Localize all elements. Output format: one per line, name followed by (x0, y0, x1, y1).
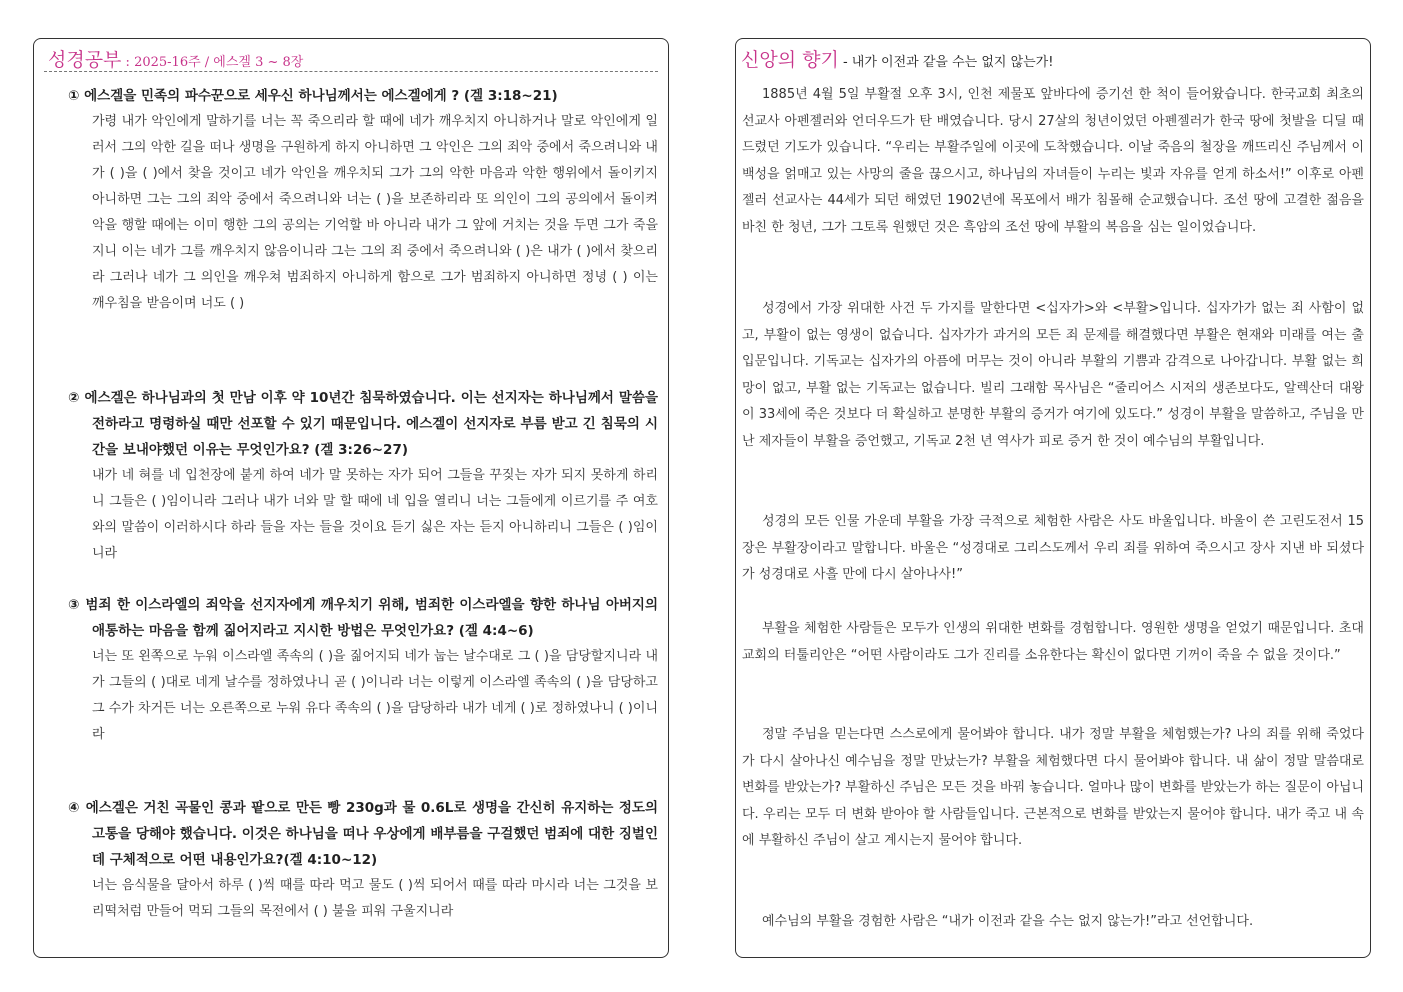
bible-study-subtitle: : 2025-16주 / 에스겔 3 ~ 8장 (121, 55, 304, 70)
question-title: ④ 에스겔은 거친 곡물인 콩과 팥으로 만든 빵 230g과 물 0.6L로 생명을 간신히 유지하는 정도의 고통을 당해야 했습니다. 이것은 하나님을 떠나 우상에게 배부름을 구걸했던 범죄에 대한 징벌인데 구체적으로 어떤 내용인가요?(겔 4:10~12) (68, 800, 658, 868)
header-divider (44, 71, 658, 72)
faith-essay-panel (735, 38, 1371, 958)
question-2 (68, 385, 658, 567)
question-passage: 너는 또 왼쪽으로 누워 이스라엘 족속의 ( )을 짊어지되 네가 눕는 날수대로 그 ( )을 담당할지니라 내가 그들의 ( )대로 네게 날수를 정하였나니 곧 ( )이니라 너는 이렇게 이스라엘 족속의 ( )을 담당하고 그 수가 차거든 너는 오른쪽으로 누워 유다 족속의 ( )을 담당하라 내가 네게 ( )로 정하였나니 ( )이니라 (92, 649, 658, 742)
faith-essay-header (741, 45, 1053, 72)
question-4 (68, 795, 658, 925)
question-title: ② 에스겔은 하나님과의 첫 만남 이후 약 10년간 침묵하였습니다. 이는 선지자는 하나님께서 말씀을 전하라고 명령하실 때만 선포할 수 있기 때문입니다. 에스겔이 선지자로 부름 받고 긴 침묵의 시간을 보내야했던 이유는 무엇인가요? (겔 3:26~27) (68, 390, 658, 458)
question-3 (68, 592, 658, 748)
essay-paragraph: 1885년 4월 5일 부활절 오후 3시, 인천 제물포 앞바다에 증기선 한 척이 들어왔습니다. 한국교회 최초의 선교사 아펜젤러와 언더우드가 탄 배였습니다. 당시 27살의 청년이었던 아펜젤러가 한국 땅에 첫발을 디딜 때 드렸던 기도가 있습니다. “우리는 부활주일에 이곳에 도착했습니다. 이날 죽음의 철장을 깨뜨리신 주님께서 이 백성을 얽매고 있는 사망의 줄을 끊으시고, 하나님의 자녀들이 누리는 빛과 자유를 얻게 하소서!” 이후로 아펜젤러 선교사는 44세가 되던 해였던 1902년에 목포에서 배가 침몰해 순교했습니다. 조선 땅에 고결한 젊음을 바친 한 청년, 그가 그토록 원했던 것은 흑암의 조선 땅에 부활의 복음을 심는 일이었습니다. (742, 87, 1364, 235)
essay-paragraph: 성경에서 가장 위대한 사건 두 가지를 말한다면 <십자가>와 <부활>입니다. 십자가가 없는 죄 사함이 없고, 부활이 없는 영생이 없습니다. 십자가가 과거의 모든 죄 문제를 해결했다면 부활은 현재와 미래를 여는 출입문입니다. 기독교는 십자가의 아픔에 머무는 것이 아니라 부활의 기쁨과 감격으로 나아갑니다. 부활 없는 희망이 없고, 부활 없는 기독교는 없습니다. 빌리 그래함 목사님은 “줄리어스 시저의 생존보다도, 알렉산더 대왕이 33세에 죽은 것보다 더 확실하고 분명한 부활의 증거가 여기에 있도다.” 성경이 부활을 말씀하고, 주님을 만난 제자들이 부활을 증언했고, 기독교 2천 년 역사가 피로 증거 한 것이 예수님의 부활입니다. (742, 301, 1364, 449)
essay-paragraph: 부활을 체험한 사람들은 모두가 인생의 위대한 변화를 경험합니다. 영원한 생명을 얻었기 때문입니다. 초대교회의 터툴리안은 “어떤 사람이라도 그가 진리를 소유한다는 확신이 없다면 기꺼이 죽을 수 없을 것이다.” (742, 621, 1364, 663)
question-passage: 가령 내가 악인에게 말하기를 너는 꼭 죽으리라 할 때에 네가 깨우치지 아니하거나 말로 악인에게 일러서 그의 악한 길을 떠나 생명을 구원하게 하지 아니하면 그 악인은 그의 죄악 중에서 죽으려니와 내가 ( )을 ( )에서 찾을 것이고 네가 악인을 깨우치되 그가 그의 악한 마음과 악한 행위에서 돌이키지 아니하면 그는 그의 죄악 중에서 죽으려니와 너는 ( )을 보존하리라 또 의인이 그의 공의에서 돌이켜 악을 행할 때에는 이미 행한 그의 공의는 기억할 바 아니라 내가 그 앞에 거치는 것을 두면 그가 죽을지니 이는 네가 그를 깨우치지 않음이니라 그는 그의 죄 중에서 죽으려니와 ( )은 내가 ( )에서 찾으리라 그러나 네가 그 의인을 깨우쳐 범죄하지 아니하게 함으로 그가 범죄하지 아니하면 정녕 ( ) 이는 깨우침을 받음이며 너도 ( ) (92, 114, 658, 311)
essay-paragraph: 정말 주님을 믿는다면 스스로에게 물어봐야 합니다. 내가 정말 부활을 체험했는가? 나의 죄를 위해 죽었다가 다시 살아나신 예수님을 정말 만났는가? 부활을 체험했다면 다시 물어봐야 합니다. 내 삶이 정말 말씀대로 변화를 받았는가? 부활하신 주님은 모든 것을 바꿔 놓습니다. 얼마나 많이 변화를 받았는가 하는 질문이 아닙니다. 우리는 모두 더 변화 받아야 할 사람들입니다. 근본적으로 변화를 받았는지 물어야 합니다. 내가 죽고 내 속에 부활하신 주님이 살고 계시는지 물어야 합니다. (742, 727, 1364, 848)
essay-paragraph: 성경의 모든 인물 가운데 부활을 가장 극적으로 체험한 사람은 사도 바울입니다. 바울이 쓴 고린도전서 15장은 부활장이라고 말합니다. 바울은 “성경대로 그리스도께서 우리 죄를 위하여 죽으시고 장사 지낸 바 되셨다가 성경대로 사흘 만에 다시 살아나사!” (742, 514, 1364, 582)
faith-essay-title: 신앙의 향기 (741, 49, 839, 71)
faith-essay-subtitle: - 내가 이전과 같을 수는 없지 않는가! (838, 55, 1054, 70)
question-title: ③ 범죄 한 이스라엘의 죄악을 선지자에게 깨우치기 위해, 범죄한 이스라엘을 향한 하나님 아버지의 애통하는 마음을 함께 짊어지라고 지시한 방법은 무엇인가요? (겔 4:4~6) (68, 597, 658, 639)
bible-study-panel (33, 38, 669, 958)
question-title: ① 에스겔을 민족의 파수꾼으로 세우신 하나님께서는 에스겔에게 ? (겔 3:18~21) (68, 88, 558, 104)
bible-study-title: 성경공부 (48, 49, 122, 71)
question-passage: 너는 음식물을 달아서 하루 ( )씩 때를 따라 먹고 물도 ( )씩 되어서 때를 따라 마시라 너는 그것을 보리떡처럼 만들어 먹되 그들의 목전에서 ( ) 불을 피워 구울지니라 (92, 878, 658, 919)
essay-paragraph: 예수님의 부활을 경험한 사람은 “내가 이전과 같을 수는 없지 않는가!”라고 선언합니다. (762, 914, 1254, 929)
bible-study-header (48, 45, 303, 72)
question-passage: 내가 네 혀를 네 입천장에 붙게 하여 네가 말 못하는 자가 되어 그들을 꾸짖는 자가 되지 못하게 하리니 그들은 ( )임이니라 그러나 내가 너와 말 할 때에 네 입을 열리니 너는 그들에게 이르기를 주 여호와의 말씀이 이러하시다 하라 들을 자는 들을 것이요 듣기 싫은 자는 듣지 아니하리니 그들은 ( )임이니라 (92, 468, 658, 561)
question-1 (68, 83, 658, 317)
